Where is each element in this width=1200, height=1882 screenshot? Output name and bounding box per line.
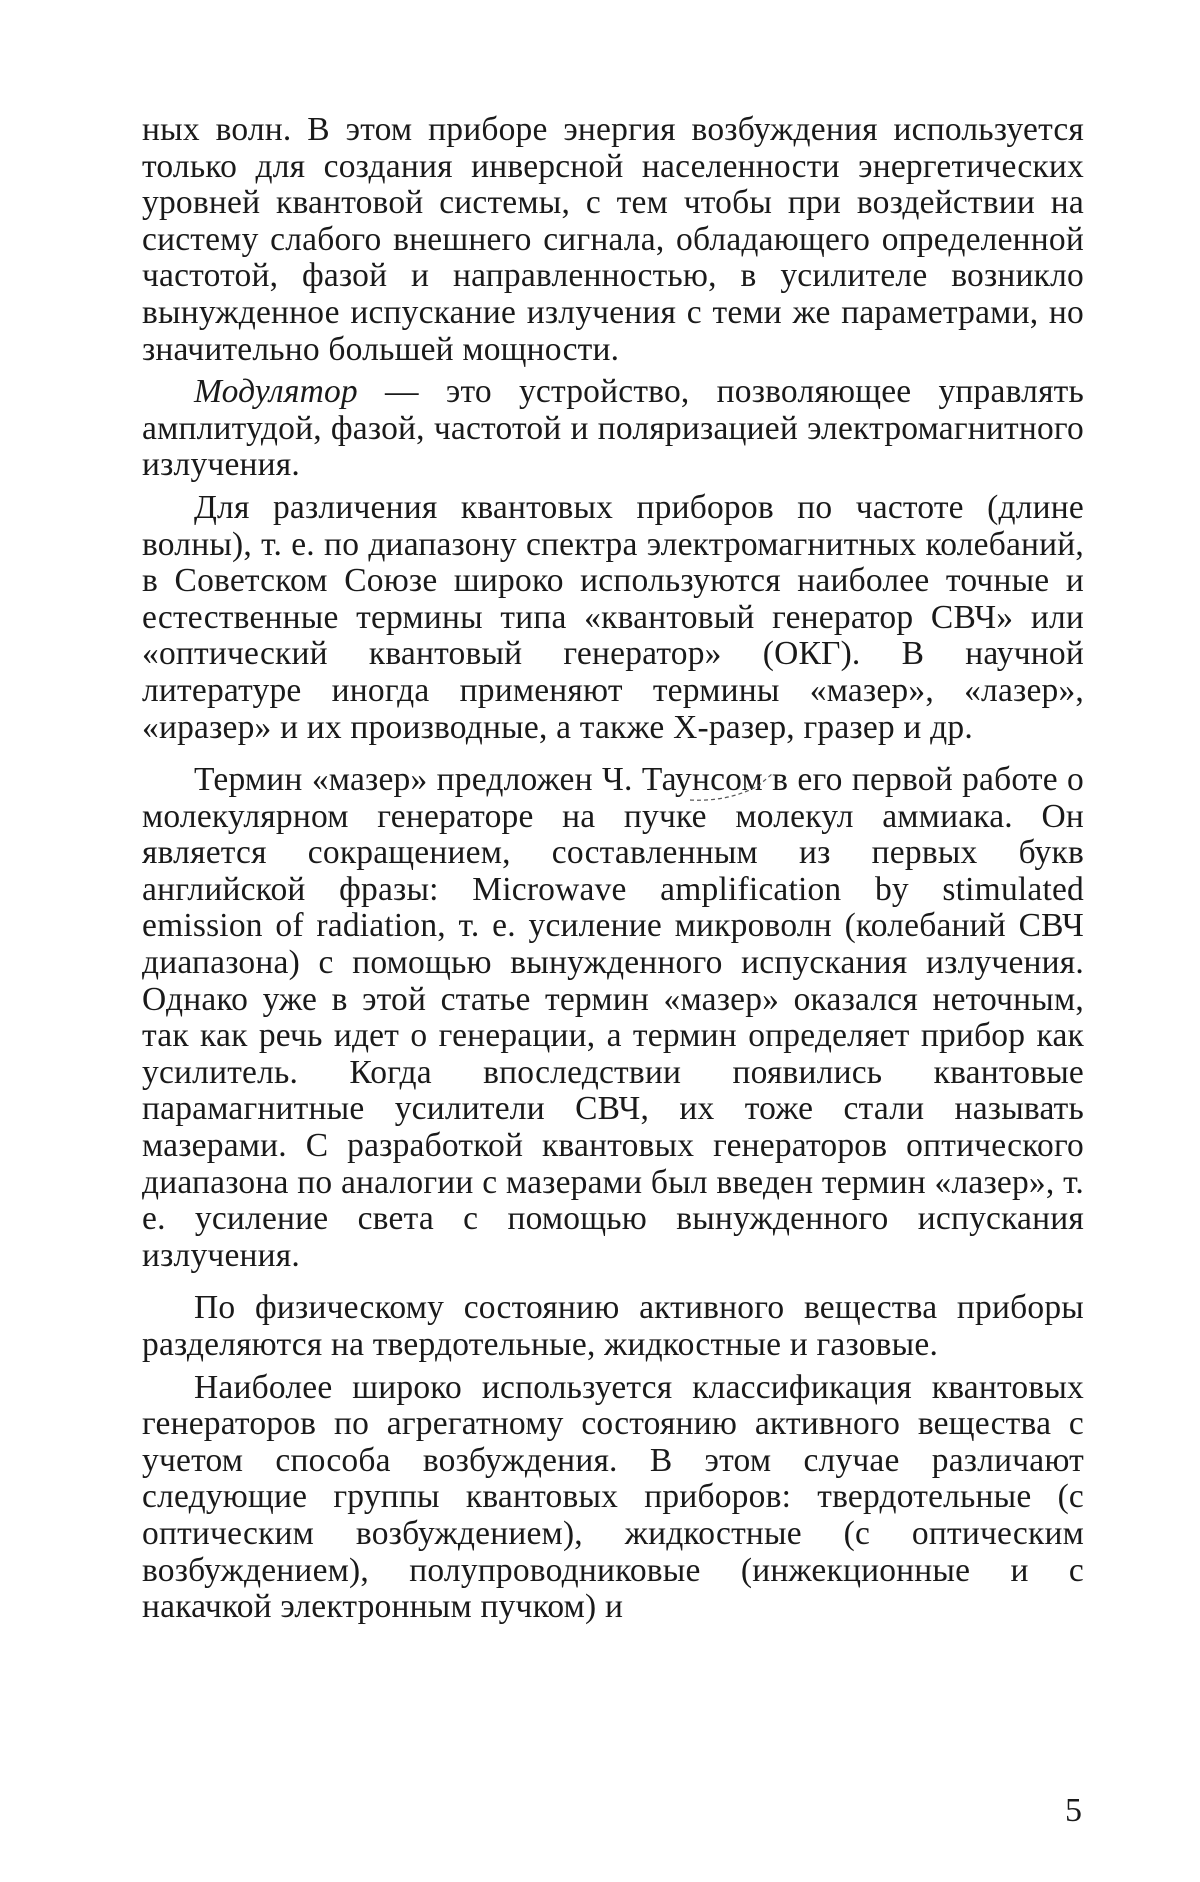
paragraph-text: Для различения квантовых приборов по частоте (длине волны), т. е. по диапазону спектра электромагнитных колебаний, в Советском Союзе широко используются наиболее точные и естественные термины типа «квантовый генератор СВЧ» или «оптический квантовый генератор» (ОКГ). В научной литературе иногда применяют термины «мазер», «лазер», «иразер» и их производные, а также Х-разер, гразер и др. bbox=[142, 488, 1084, 746]
paragraph-modulator-definition bbox=[142, 374, 1084, 484]
paragraph-physical-state bbox=[142, 1290, 1084, 1363]
paragraph-text: По физическому состоянию активного вещества приборы разделяются на твердотельные, жидкостные и газовые. bbox=[142, 1289, 1084, 1363]
pencil-mark-decoration bbox=[688, 760, 778, 810]
paragraph-classification bbox=[142, 1370, 1084, 1626]
term-modulator: Модулятор bbox=[194, 373, 358, 411]
paragraph-text: Наиболее широко используется классификация квантовых генераторов по агрегатному состоянию активного вещества с учетом способа возбуждения. В этом случае различают следующие группы квантовых приборов: твердотельные (с оптическим возбуждением), жидкостные (с оптическим возбуждением), полупроводниковые (инжекционные и с накачкой электронным пучком) и bbox=[142, 1368, 1084, 1626]
paragraph-continuation bbox=[142, 112, 1084, 368]
page-number: 5 bbox=[1065, 1792, 1082, 1829]
paragraph-maser-origin bbox=[142, 762, 1084, 1274]
book-page-text bbox=[142, 112, 1084, 1626]
paragraph-text: Термин «мазер» предложен Ч. Таунсом в его первой работе о молекулярном генераторе на пучке молекул аммиака. Он является сокращением, составленным из первых букв английской фразы: Microwave amplification by stimulated emission of radiation, т. е. усиление микроволн (колебаний СВЧ диапазона) с помощью вынужденного испускания излучения. Однако уже в этой статье термин «мазер» оказался неточным, так как речь идет о генерации, а термин определяет прибор как усилитель. Когда впоследствии появились квантовые парамагнитные усилители СВЧ, их тоже стали называть мазерами. С разработкой квантовых генераторов оптического диапазона по аналогии с мазерами был введен термин «лазер», т. е. усиление света с помощью вынужденного испускания излучения. bbox=[142, 761, 1084, 1274]
paragraph-text: ных волн. В этом приборе энергия возбуждения используется только для создания инверсной населенности энергетических уровней квантовой системы, с тем чтобы при воздействии на систему слабого внешнего сигнала, обладающего определенной частотой, фазой и направленностью, в усилителе возникло вынужденное испускание излучения с теми же параметрами, но значительно большей мощности. bbox=[142, 111, 1084, 368]
paragraph-text: — это устройство, позволяющее управлять амплитудой, фазой, частотой и поляризацией электромагнитного излучения. bbox=[142, 373, 1084, 484]
paragraph-terminology bbox=[142, 490, 1084, 746]
